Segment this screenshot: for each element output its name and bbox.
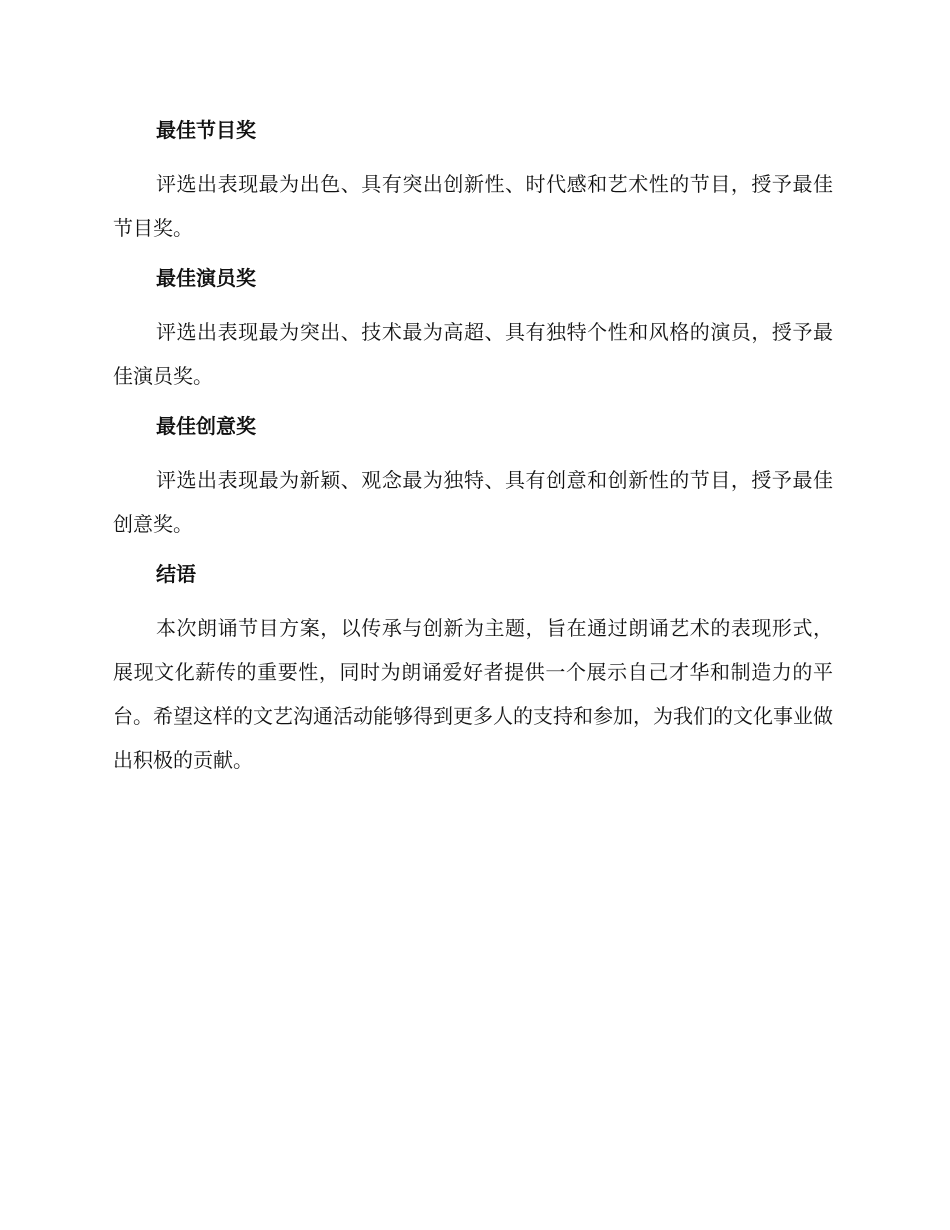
section-heading-conclusion: 结语 [156, 562, 196, 586]
section-heading-best-program: 最佳节目奖 [156, 118, 256, 142]
section-body-conclusion: 本次朗诵节目方案，以传承与创新为主题，旨在通过朗诵艺术的表现形式，展现文化薪传的重要性，同时为朗诵爱好者提供一个展示自己才华和制造力的平台。希望这样的文艺沟通活动能够得到更多人的支持和参加，为我们的文化事业做出积极的贡献。 [113, 616, 833, 772]
section-body-best-actor: 评选出表现最为突出、技术最为高超、具有独特个性和风格的演员，授予最佳演员奖。 [113, 320, 833, 388]
section-body-best-program: 评选出表现最为出色、具有突出创新性、时代感和艺术性的节目，授予最佳节目奖。 [113, 172, 833, 240]
document-content [113, 112, 833, 782]
section-heading-best-actor: 最佳演员奖 [156, 266, 256, 290]
section-heading-best-creativity: 最佳创意奖 [156, 414, 256, 438]
section-body-best-creativity: 评选出表现最为新颖、观念最为独特、具有创意和创新性的节目，授予最佳创意奖。 [113, 468, 833, 536]
